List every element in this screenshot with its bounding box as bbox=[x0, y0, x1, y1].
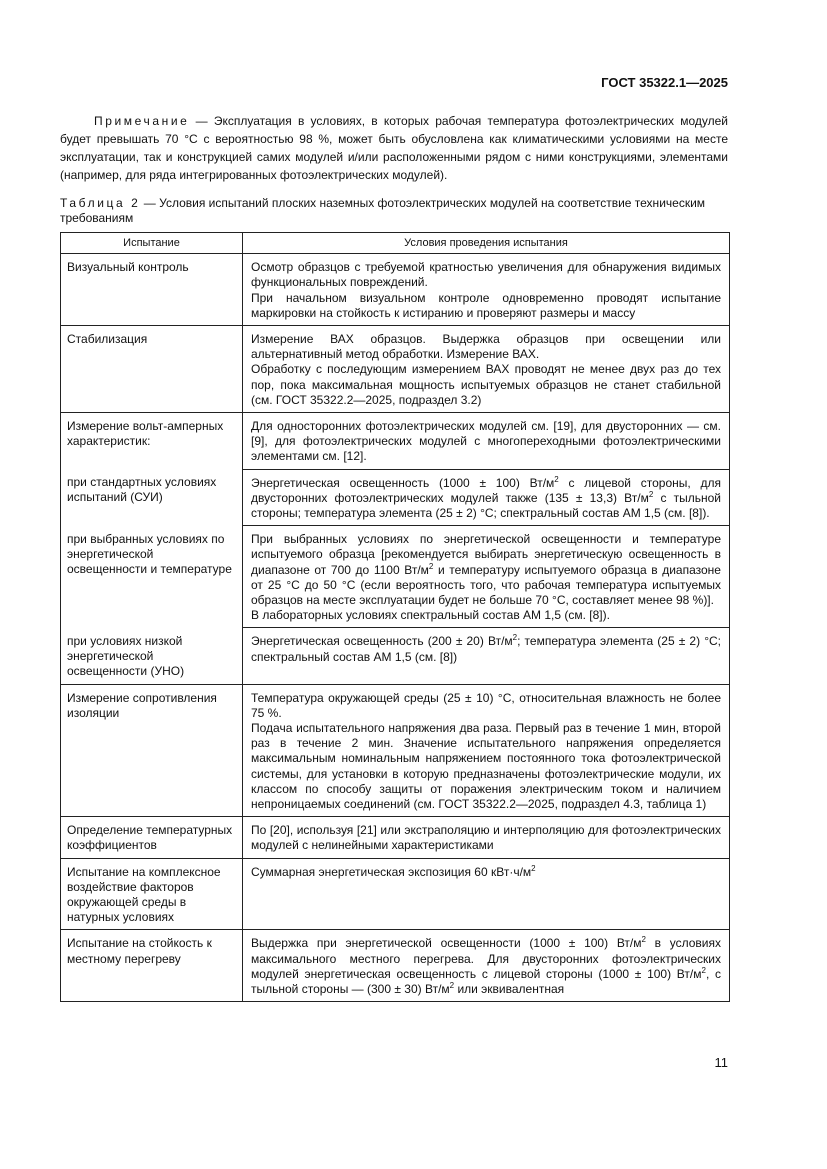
conditions-text: При начальном визуальном контроле одновременно проводят испытание маркировки на стойкость к истиранию и проверяют размеры и массу bbox=[251, 290, 721, 320]
table-row bbox=[61, 469, 730, 526]
test-name-cell: Визуальный контроль bbox=[61, 254, 243, 326]
test-name-cell: Стабилизация bbox=[61, 326, 243, 413]
test-name-cell: Испытание на комплексное воздействие факторов окружающей среды в натурных условиях bbox=[61, 858, 243, 930]
test-name-cell: Измерение сопротивления изоляции bbox=[61, 684, 243, 817]
conditions-cell bbox=[243, 326, 730, 413]
document-id-header: ГОСТ 35322.1—2025 bbox=[601, 75, 728, 90]
conditions-cell: Энергетическая освещенность (1000 ± 100) $Вт/м^2$ с лицевой стороны, для двусторонних фотоэлектрических модулей также (135 ± 13,3) $Вт/м^2$ с тыльной стороны; температура элемента (25 ± 2) °С; спектральный состав АМ 1,5 (см. [8]). bbox=[243, 469, 730, 526]
conditions-text: Температура окружающей среды (25 ± 10) °С, относительная влажность не более 75 %. bbox=[251, 690, 721, 720]
table-row bbox=[61, 413, 730, 470]
table-caption-label: Таблица 2 bbox=[60, 196, 141, 210]
table-row bbox=[61, 858, 730, 930]
test-name-cell: при стандартных условиях испытаний (СУИ) bbox=[61, 469, 243, 526]
conditions-cell bbox=[243, 254, 730, 326]
table-caption-text: — Условия испытаний плоских наземных фотоэлектрических модулей на соответствие техническим требованиям bbox=[60, 196, 706, 225]
conditions-text: Подача испытательного напряжения два раза. Первый раз в течение 1 мин, второй раз в течение 2 мин. Значение испытательного напряжения определяется максимальным номинальным напряжением постоянного тока фотоэлектрической системы, для установки в которую предназначены фотоэлектрические модули, их классом по способу защиты от поражения электрическим током и наличием непроницаемых соединений (см. ГОСТ 35322.2—2025, подраздел 4.3, таблица 1) bbox=[251, 720, 721, 811]
table-row bbox=[61, 684, 730, 817]
table-row bbox=[61, 817, 730, 858]
conditions-cell: Выдержка при энергетической освещенности (1000 ± 100) $Вт/м^2$ в условиях максимального местного перегрева. Для двусторонних фотоэлектрических модулей энергетическая освещенность с лицевой стороны (1000 ± 100) $Вт/м^2$, с тыльной стороны — (300 ± 30) $Вт/м^2$ или эквивалентная bbox=[243, 930, 730, 1002]
conditions-text: По [20], используя [21] или экстраполяцию и интерполяцию для фотоэлектрических модулей с нелинейными характеристиками bbox=[251, 823, 721, 853]
test-conditions-table bbox=[60, 232, 730, 1002]
conditions-text: Осмотр образцов с требуемой кратностью увеличения для обнаружения видимых функциональных повреждений. bbox=[251, 260, 721, 290]
page-number: 11 bbox=[714, 1055, 728, 1070]
column-header-conditions: Условия проведения испытания bbox=[243, 233, 730, 254]
test-name-cell: Определение температурных коэффициентов bbox=[61, 817, 243, 858]
test-name-cell: Измерение вольт-амперных характеристик: bbox=[61, 413, 243, 470]
table-caption bbox=[60, 196, 728, 226]
table-row bbox=[61, 254, 730, 326]
conditions-text: Для односторонних фотоэлектрических модулей см. [19], для двусторонних — см. [9], для фотоэлектрических модулей с многопереходными фотоэлектрическими элементами см. [12]. bbox=[251, 419, 721, 464]
table-row bbox=[61, 628, 730, 684]
table-header-row bbox=[61, 233, 730, 254]
table-row bbox=[61, 930, 730, 1002]
conditions-cell: Энергетическая освещенность (200 ± 20) $Вт/м^2$; температура элемента (25 ± 2) °С; спектральный состав АМ 1,5 (см. [8]) bbox=[243, 628, 730, 684]
column-header-test: Испытание bbox=[61, 233, 243, 254]
conditions-cell bbox=[243, 817, 730, 858]
note-text: — Эксплуатация в условиях, в которых рабочая температура фотоэлектрических модулей будет превышать 70 °С с вероятностью 98 %, может быть обусловлена как климатическими условиями на месте эксплуатации, так и конструкцией самих модулей и/или расположенными рядом с ними конструкциями, элементами (например, для ряда интегрированных фотоэлектрических модулей). bbox=[60, 114, 728, 182]
conditions-cell: Суммарная энергетическая экспозиция 60 $кВт\cdot ч/м^2$ bbox=[243, 858, 730, 930]
note-label: Примечание bbox=[94, 114, 190, 128]
conditions-cell: При выбранных условиях по энергетической освещенности и температуре испытуемого образца [рекомендуется выбирать энергетическую освещенность в диапазоне от 700 до 1100 $Вт/м^2$ и температуру испытуемого образца в диапазоне от 25 °С до 50 °С (если вероятность того, что рабочая температура испытуемых образцов на месте эксплуатации будет не больше 70 °С, составляет менее 98 %)]. В лабораторных условиях спектральный состав АМ 1,5 (см. [8]). bbox=[243, 526, 730, 628]
test-name-cell: при выбранных условиях по энергетической освещенности и температуре bbox=[61, 526, 243, 628]
conditions-text: Измерение ВАХ образцов. Выдержка образцов при освещении или альтернативный метод обработки. Измерение ВАХ. bbox=[251, 332, 721, 362]
conditions-text: Обработку с последующим измерением ВАХ проводят не менее двух раз до тех пор, пока максимальная мощность испытуемых образцов не станет стабильной (см. ГОСТ 35322.2—2025, подраздел 3.2) bbox=[251, 362, 721, 407]
table-row bbox=[61, 326, 730, 413]
conditions-cell bbox=[243, 684, 730, 817]
note-paragraph bbox=[60, 112, 728, 184]
conditions-cell bbox=[243, 413, 730, 470]
table-row bbox=[61, 526, 730, 628]
test-name-cell: при условиях низкой энергетической освещенности (УНО) bbox=[61, 628, 243, 684]
test-name-cell: Испытание на стойкость к местному перегреву bbox=[61, 930, 243, 1002]
